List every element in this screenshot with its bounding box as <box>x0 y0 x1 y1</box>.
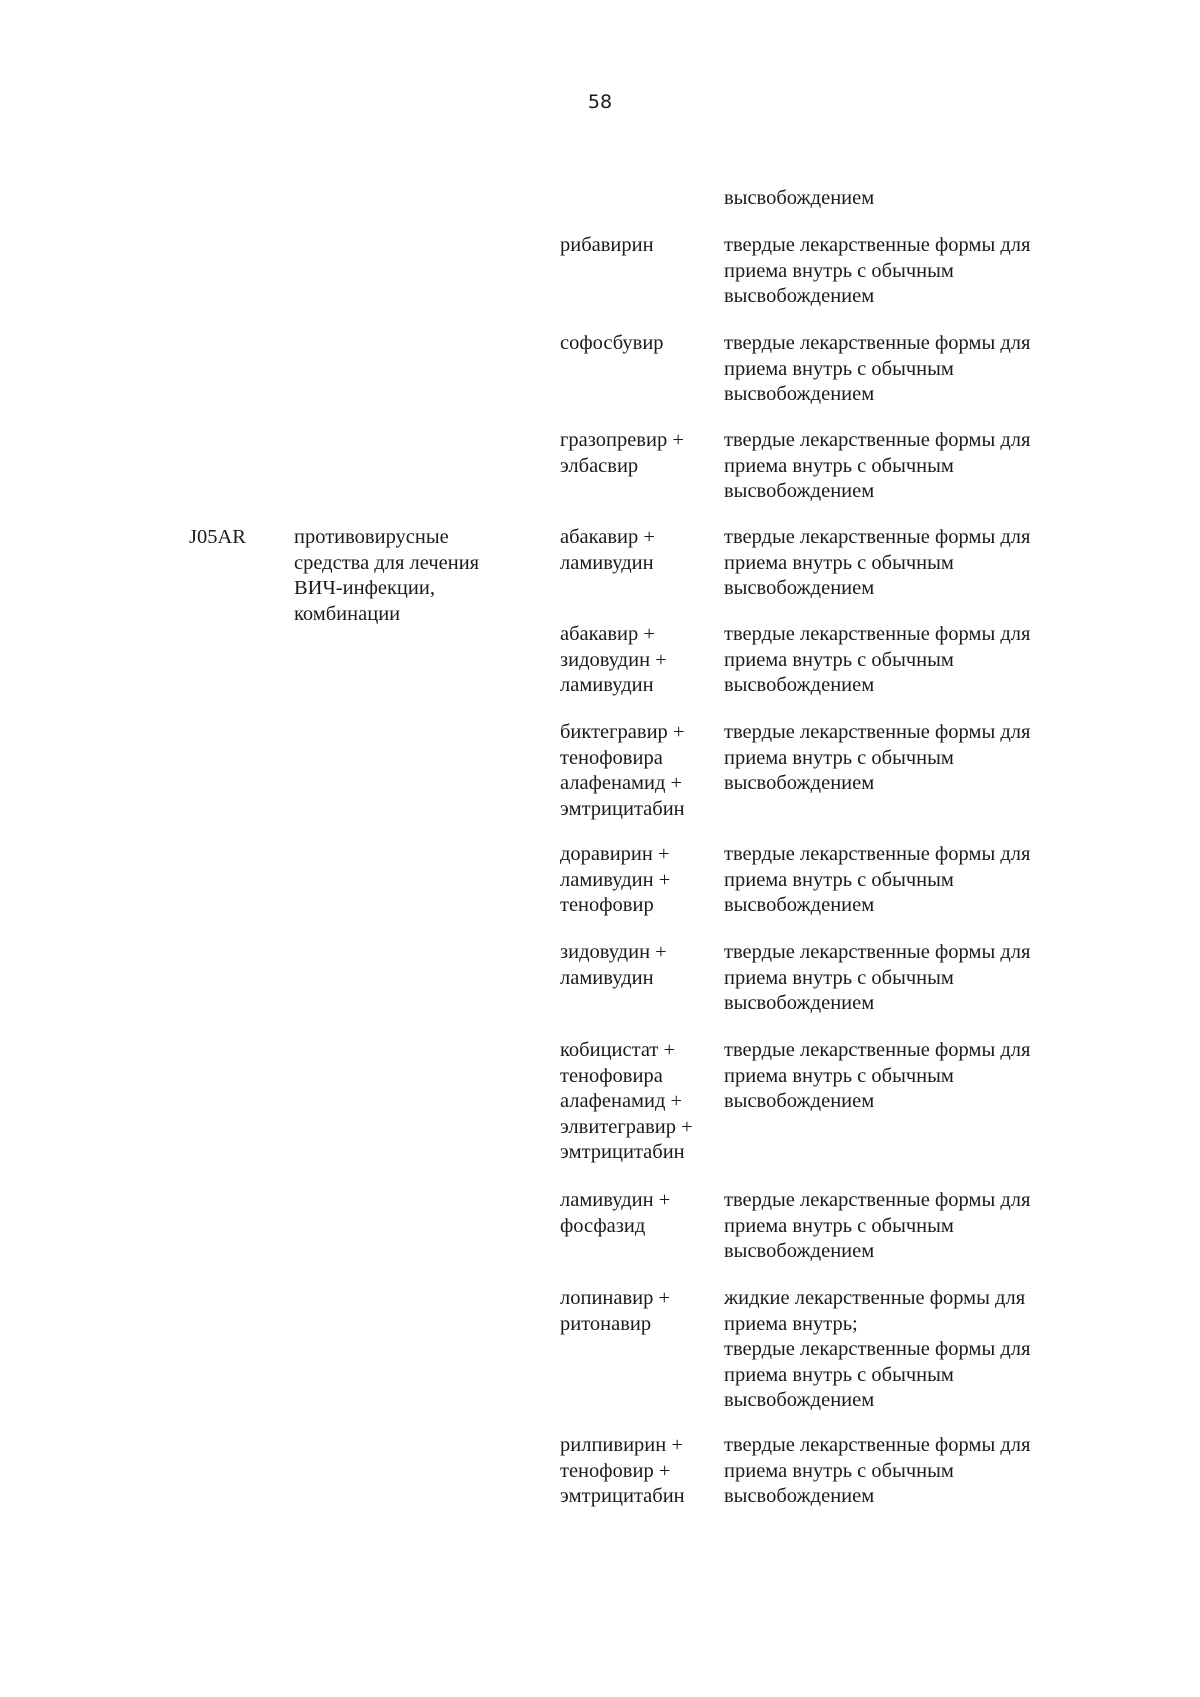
drug-name: биктегравир + тенофовира алафенамид + эмтрицитабин <box>560 721 685 820</box>
drug-name: зидовудин + ламивудин <box>560 941 667 989</box>
drug-name: рибавирин <box>560 234 654 256</box>
drug-name: ламивудин + фосфазид <box>560 1189 671 1237</box>
dosage-form: твердые лекарственные формы для приема внутрь с обычным высвобождением <box>724 526 1031 599</box>
dosage-form: твердые лекарственные формы для приема внутрь с обычным высвобождением <box>724 1189 1031 1262</box>
drug-name: лопинавир + ритонавир <box>560 1287 671 1335</box>
dosage-form: твердые лекарственные формы для приема внутрь с обычным высвобождением <box>724 941 1031 1014</box>
drug-name: кобицистат + тенофовира алафенамид + элвитегравир + эмтрицитабин <box>560 1039 693 1163</box>
page-number: 58 <box>587 91 613 113</box>
dosage-form: твердые лекарственные формы для приема внутрь с обычным высвобождением <box>724 623 1031 696</box>
atc-group-name: противовирусные средства для лечения ВИЧ-инфекции, комбинации <box>294 526 480 625</box>
dosage-form: твердые лекарственные формы для приема внутрь с обычным высвобождением <box>724 234 1031 307</box>
dosage-form: твердые лекарственные формы для приема внутрь с обычным высвобождением <box>724 721 1031 794</box>
dosage-form: твердые лекарственные формы для приема внутрь с обычным высвобождением <box>724 1039 1031 1112</box>
drug-name: гразопревир + элбасвир <box>560 429 684 477</box>
dosage-form: твердые лекарственные формы для приема внутрь с обычным высвобождением <box>724 332 1031 405</box>
dosage-form: твердые лекарственные формы для приема внутрь с обычным высвобождением <box>724 429 1031 502</box>
drug-name: рилпивирин + тенофовир + эмтрицитабин <box>560 1434 685 1507</box>
dosage-form: твердые лекарственные формы для приема внутрь с обычным высвобождением <box>724 843 1031 916</box>
drug-name: доравирин + ламивудин + тенофовир <box>560 843 671 916</box>
drug-name: абакавир + зидовудин + ламивудин <box>560 623 667 696</box>
dosage-form: твердые лекарственные формы для приема внутрь с обычным высвобождением <box>724 1434 1031 1507</box>
atc-code: J05AR <box>189 526 246 548</box>
drug-name: софосбувир <box>560 332 664 354</box>
drug-name: абакавир + ламивудин <box>560 526 655 574</box>
dosage-form: жидкие лекарственные формы для приема внутрь; твердые лекарственные формы для приема внутрь с обычным высвобождением <box>724 1287 1031 1411</box>
continuation-text: высвобождением <box>724 187 875 209</box>
